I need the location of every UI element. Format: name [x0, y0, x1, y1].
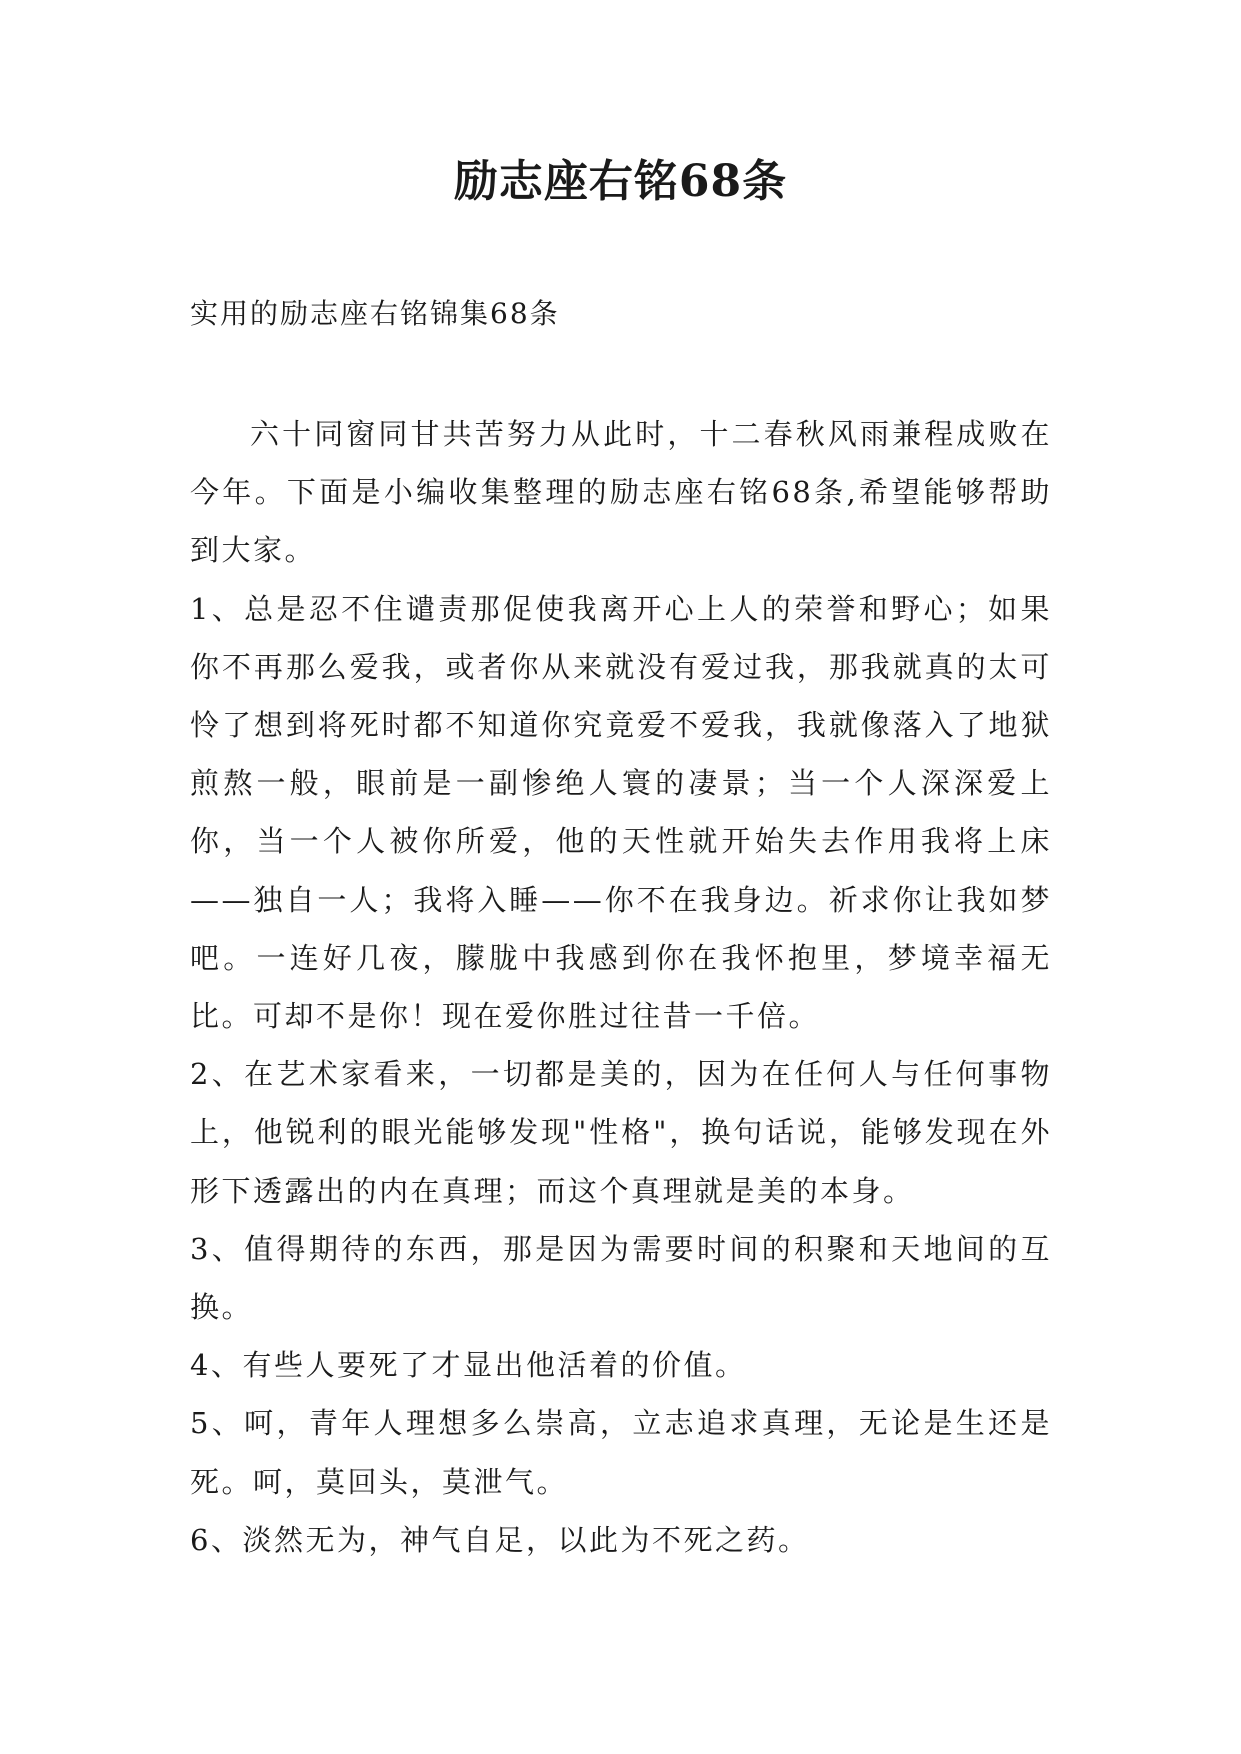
list-item: 6、淡然无为，神气自足，以此为不死之药。: [190, 1522, 810, 1557]
intro-paragraph: 六十同窗同甘共苦努力从此时，十二春秋风雨兼程成败在今年。下面是小编收集整理的励志座右铭68条,希望能够帮助到大家。: [190, 417, 1052, 568]
list-item: 4、有些人要死了才显出他活着的价值。: [190, 1348, 747, 1383]
list-item: 2、在艺术家看来，一切都是美的，因为在任何人与任何事物上，他锐利的眼光能够发现"性格"，换句话说，能够发现在外形下透露出的内在真理；而这个真理就是美的本身。: [190, 1057, 1052, 1208]
document-subtitle: 实用的励志座右铭锦集68条: [190, 297, 560, 330]
document-title: 励志座右铭68条: [453, 156, 788, 207]
list-item: 3、值得期待的东西，那是因为需要时间的积聚和天地间的互换。: [190, 1231, 1052, 1325]
document-body: [190, 405, 1052, 1569]
list-item: 5、呵，青年人理想多么崇高，立志追求真理，无论是生还是死。呵，莫回头，莫泄气。: [190, 1406, 1052, 1499]
list-item: 1、总是忍不住谴责那促使我离开心上人的荣誉和野心；如果你不再那么爱我，或者你从来就没有爱过我，那我就真的太可怜了想到将死时都不知道你究竟爱不爱我，我就像落入了地狱煎熬一般，眼前是一副惨绝人寰的凄景；当一个人深深爱上你，当一个人被你所爱，他的天性就开始失去作用我将上床——独自一人；我将入睡——你不在我身边。祈求你让我如梦吧。一连好几夜，朦胧中我感到你在我怀抱里，梦境幸福无比。可却不是你！现在爱你胜过往昔一千倍。: [190, 591, 1052, 1034]
